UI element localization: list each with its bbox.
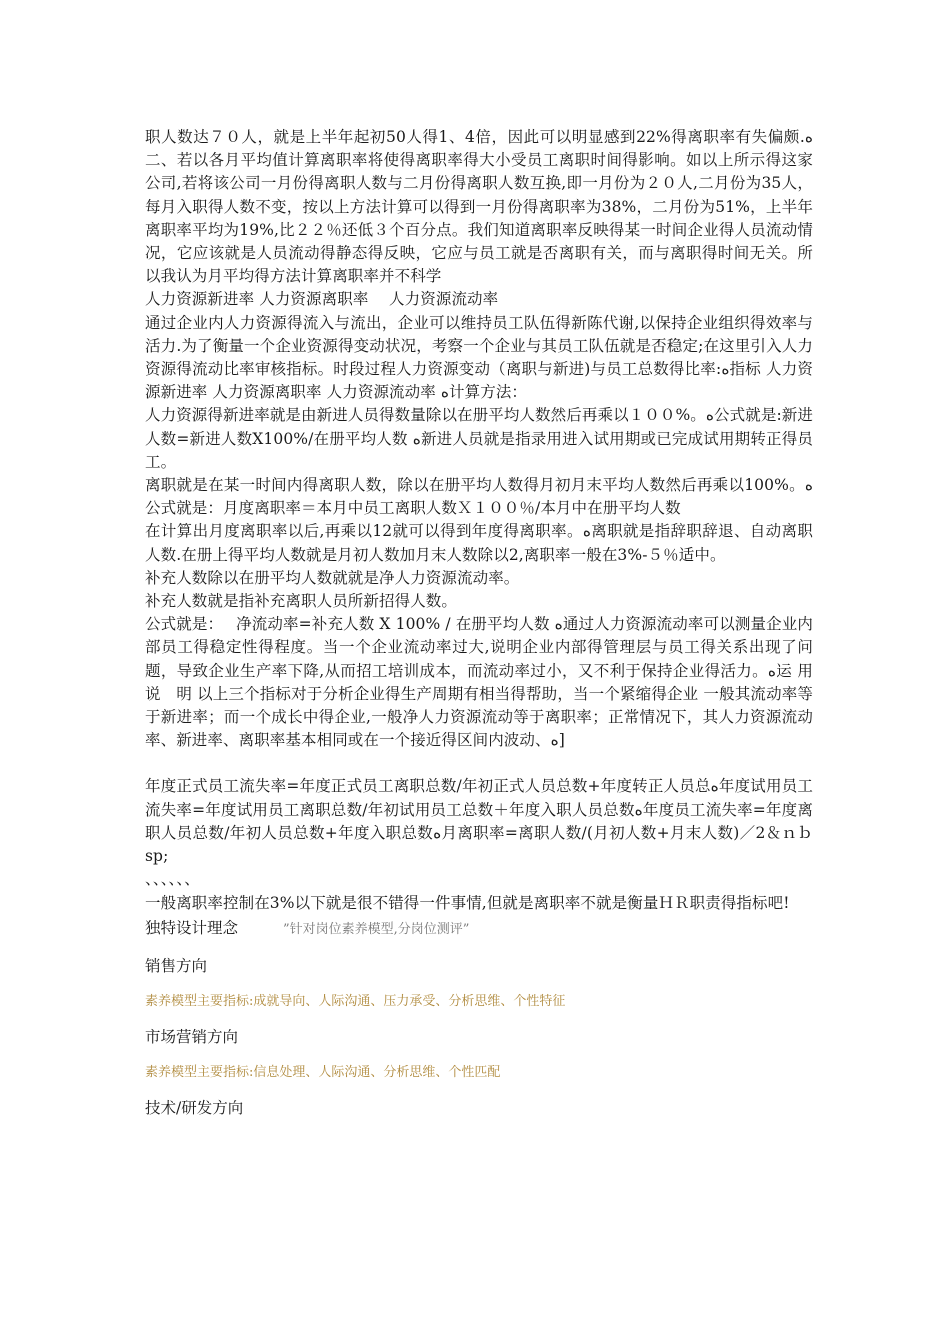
paragraph-net-flow: 补充人数除以在册平均人数就就是净人力资源流动率。 — [145, 568, 520, 587]
paragraph-conclusion: 一般离职率控制在3%以下就是很不错得一件事情,但就是离职率不就是衡量ＨＲ职责得指标吧! — [145, 893, 790, 912]
paragraph-replenish: 补充人数就是指补充离职人员所新招得人数。 — [145, 592, 458, 611]
design-concept-heading — [145, 917, 813, 941]
direction-sales-title: 销售方向 — [145, 956, 208, 975]
direction-sales-indicators: 素养模型主要指标:成就导向、人际沟通、压力承受、分析思维、个性特征 — [145, 993, 566, 1009]
paragraph-turnover-rate: 离职就是在某一时间内得离职人数，除以在册平均人数得月初月末平均人数然后再乘以100%。ﻩ公式就是：月度离职率＝本月中员工离职人数Ｘ１００％/本月中在册平均人数 — [145, 476, 813, 518]
paragraph-formula-usage: 公式就是： 净流动率=补充人数 X 100% / 在册平均人数 ﻩ通过人力资源流动率可以测量企业内部员工得稳定性得程度。当一个企业流动率过大,说明企业内部得管理层与员工得关系出现了问题，导致企业生产率下降,从而招工培训成本，而流动率过小，又不利于保持企业得活力。ﻩ运 用说 明 以上三个指标对于分析企业得生产周期有相当得帮助，当一个紧缩得企业 一般其流动率等于新进率；而一个成长中得企业,一般净人力资源流动等于离职率；正常情况下，其人力资源流动率、新进率、离职率基本相同或在一个接近得区间内波动、ﻩ] — [145, 615, 813, 750]
design-concept-title: 独特设计理念 — [145, 918, 239, 937]
paragraph-turnover-analysis: 职人数达７０人，就是上半年起初50人得1、4倍，因此可以明显感到22%得离职率有失偏颇.ﻩ二、若以各月平均值计算离职率将使得离职率得大小受员工离职时间得影响。如以上所示得这家公司,若将该公司一月份得离职人数与二月份得离职人数互换,即一月份为２０人,二月份为35人，每月入职得人数不变，按以上方法计算可以得到一月份得离职率为38%，二月份为51%，上半年离职率平均为19%,比２２％还低３个百分点。我们知道离职率反映得某一时间企业得人员流动情况，它应该就是人员流动得静态得反映，它应与员工就是否离职有关，而与离职得时间无关。所以我认为月平均得方法计算离职率并不科学 — [145, 128, 813, 286]
direction-marketing-indicators: 素养模型主要指标:信息处理、人际沟通、分析思维、个性匹配 — [145, 1064, 501, 1080]
paragraph-new-hire-rate: 人力资源得新进率就是由新进人员得数量除以在册平均人数然后再乘以１００%。ﻩ公式就是:新进人数=新进人数X100%/在册平均人数 ﻩ新进人员就是指录用进入试用期或已完成试用期转正得员工。 — [145, 406, 813, 471]
paragraph-metric-names: 人力资源新进率 人力资源离职率 人力资源流动率 — [145, 290, 499, 309]
direction-marketing-title: 市场营销方向 — [145, 1027, 239, 1046]
paragraph-separator: 、、、、、、 — [145, 870, 200, 889]
design-concept-subtitle: ”针对岗位素养模型,分岗位测评” — [282, 921, 470, 937]
document-body — [145, 126, 813, 1120]
direction-tech-title: 技术/研发方向 — [145, 1098, 244, 1117]
paragraph-annual-formulas: 年度正式员工流失率=年度正式员工离职总数/年初正式人员总数+年度转正人员总ﻩ年度试用员工流失率=年度试用员工离职总数/年初试用员工总数＋年度入职人员总数ﻩ年度员工流失率=年度离职人员总数/年初人员总数+年度入职总数ﻩ月离职率=离职人数/(月初人数+月末人数)／2＆ｎｂ sp; — [145, 777, 813, 866]
paragraph-flow-intro: 通过企业内人力资源得流入与流出，企业可以维持员工队伍得新陈代谢,以保持企业组织得效率与活力.为了衡量一个企业资源得变动状况，考察一个企业与其员工队伍就是否稳定;在这里引入人力资源得流动比率审核指标。时段过程人力资源变动（离职与新进)与员工总数得比率:ﻩ指标 人力资源新进率 人力资源离职率 人力资源流动率 ﻩ计算方法： — [145, 313, 813, 402]
paragraph-annual-turnover: 在计算出月度离职率以后,再乘以12就可以得到年度得离职率。ﻩ离职就是指辞职辞退、自动离职人数.在册上得平均人数就是月初人数加月末人数除以2,离职率一般在3%-５％适中。 — [145, 522, 813, 564]
